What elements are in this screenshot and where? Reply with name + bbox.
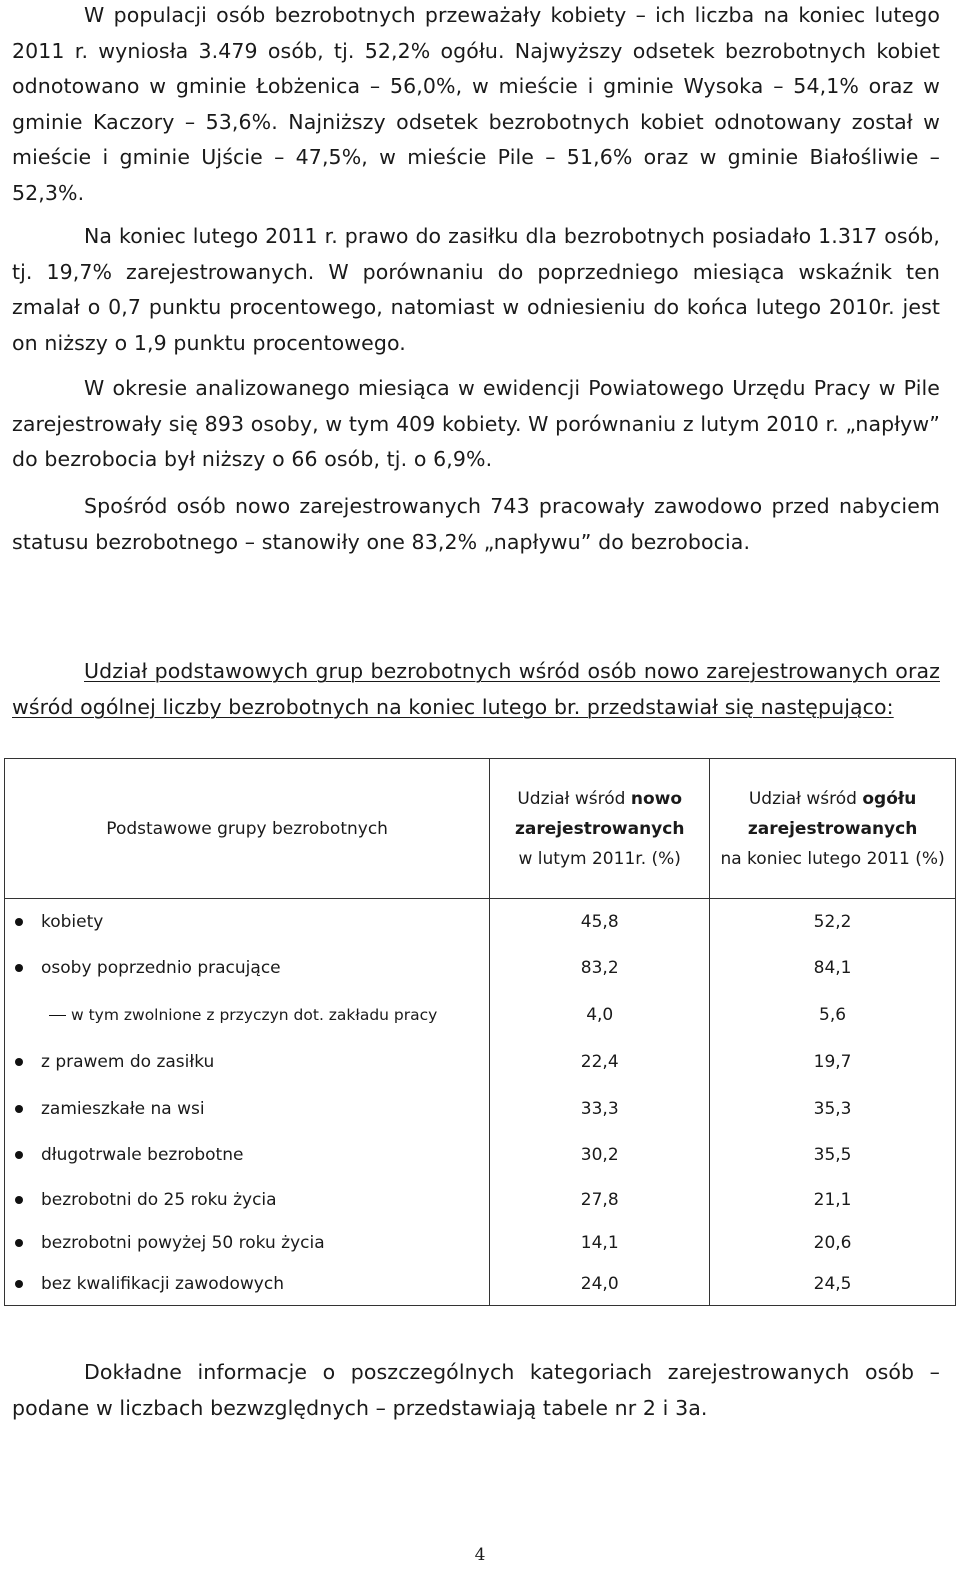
paragraph-table-intro-text: Udział podstawowych grup bezrobotnych wśród osób nowo zarejestrowanych oraz wśród ogólnej liczby bezrobotnych na koniec lutego br. przedstawiał się następująco: (12, 659, 940, 719)
table-row (5, 1178, 956, 1222)
row-label: bezrobotni powyżej 50 roku życia (5, 1222, 490, 1264)
table-row (5, 1132, 956, 1178)
row-label: w tym zwolnione z przyczyn dot. zakładu pracy (5, 991, 490, 1039)
value-new: 27,8 (490, 1178, 710, 1222)
bullet-icon (15, 1151, 23, 1159)
bullet-icon (15, 918, 23, 926)
header-share-new (490, 759, 710, 899)
row-label: długotrwale bezrobotne (5, 1132, 490, 1178)
bullet-icon (15, 1058, 23, 1066)
header-share-total-post: na koniec lutego 2011 (%) (720, 848, 945, 869)
row-label: kobiety (5, 899, 490, 945)
value-new: 24,0 (490, 1264, 710, 1306)
paragraph-table-intro (12, 654, 940, 725)
table-row (5, 1039, 956, 1086)
value-total: 84,1 (710, 945, 956, 991)
unemployment-groups-table (4, 758, 956, 1306)
paragraph-benefit-rights-text: Na koniec lutego 2011 r. prawo do zasiłku dla bezrobotnych posiadało 1.317 osób, tj. 19,7% zarejestrowanych. W porównaniu do poprzedniego miesiąca wskaźnik ten zmalał o 0,7 punktu procentowego, natomiast w odniesieniu do końca lutego 2010r. jest on niższy o 1,9 punktu procentowego. (12, 224, 940, 355)
value-total: 24,5 (710, 1264, 956, 1306)
paragraph-benefit-rights (12, 219, 940, 361)
table-row (5, 945, 956, 991)
page-number: 4 (474, 1545, 486, 1565)
table-row (5, 1086, 956, 1132)
table-row (5, 1264, 956, 1306)
paragraph-details-reference-text: Dokładne informacje o poszczególnych kategoriach zarejestrowanych osób – podane w liczbach bezwzględnych – przedstawiają tabele nr 2 i 3a. (12, 1360, 940, 1420)
value-total: 21,1 (710, 1178, 956, 1222)
header-share-total-bold: ogółu zarejestrowanych (747, 788, 918, 839)
value-new: 22,4 (490, 1039, 710, 1086)
header-share-new-pre: Udział wśród (517, 788, 631, 809)
header-share-total-pre: Udział wśród (748, 788, 863, 809)
row-label: bezrobotni do 25 roku życia (5, 1178, 490, 1222)
value-total: 35,5 (710, 1132, 956, 1178)
bullet-icon (15, 1196, 23, 1204)
value-new: 83,2 (490, 945, 710, 991)
value-total: 52,2 (710, 899, 956, 945)
value-total: 19,7 (710, 1039, 956, 1086)
paragraph-previously-employed (12, 489, 940, 560)
value-new: 33,3 (490, 1086, 710, 1132)
value-new: 30,2 (490, 1132, 710, 1178)
row-label: zamieszkałe na wsi (5, 1086, 490, 1132)
paragraph-women-unemployment (12, 0, 940, 211)
row-label: osoby poprzednio pracujące (5, 945, 490, 991)
paragraph-women-unemployment-text: W populacji osób bezrobotnych przeważały kobiety – ich liczba na koniec lutego 2011 r. wyniosła 3.479 osób, tj. 52,2% ogółu. Najwyższy odsetek bezrobotnych kobiet odnotowano w gminie Łobżenica – 56,0%, w mieście i gminie Wysoka – 54,1% oraz w gminie Kaczory – 53,6%. Najniższy odsetek bezrobotnych kobiet odnotowany został w mieście i gminie Ujście – 47,5%, w mieście Pile – 51,6% oraz w gminie Białośliwie – 52,3%. (12, 3, 940, 205)
value-total: 20,6 (710, 1222, 956, 1264)
table-row (5, 991, 956, 1039)
header-share-total (710, 759, 956, 899)
value-total: 35,3 (710, 1086, 956, 1132)
bullet-icon (15, 1239, 23, 1247)
value-new: 14,1 (490, 1222, 710, 1264)
row-label: bez kwalifikacji zawodowych (5, 1264, 490, 1306)
value-new: 4,0 (490, 991, 710, 1039)
header-share-new-bold: nowo zarejestrowanych (514, 788, 685, 839)
header-share-new-post: w lutym 2011r. (%) (518, 848, 681, 869)
table-header-row (5, 759, 956, 899)
table-row (5, 1222, 956, 1264)
paragraph-registrations-text: W okresie analizowanego miesiąca w ewidencji Powiatowego Urzędu Pracy w Pile zarejestrowały się 893 osoby, w tym 409 kobiety. W porównaniu z lutym 2010 r. „napływ” do bezrobocia był niższy o 66 osób, tj. o 6,9%. (12, 376, 940, 471)
paragraph-registrations (12, 371, 940, 478)
table-row (5, 899, 956, 945)
value-new: 45,8 (490, 899, 710, 945)
value-total: 5,6 (710, 991, 956, 1039)
bullet-icon (15, 1280, 23, 1288)
paragraph-details-reference (12, 1355, 940, 1426)
header-basic-groups: Podstawowe grupy bezrobotnych (5, 759, 490, 899)
bullet-icon (15, 1105, 23, 1113)
bullet-icon (15, 964, 23, 972)
paragraph-previously-employed-text: Spośród osób nowo zarejestrowanych 743 pracowały zawodowo przed nabyciem statusu bezrobotnego – stanowiły one 83,2% „napływu” do bezrobocia. (12, 494, 940, 554)
dash-icon (49, 1015, 66, 1016)
row-label: z prawem do zasiłku (5, 1039, 490, 1086)
